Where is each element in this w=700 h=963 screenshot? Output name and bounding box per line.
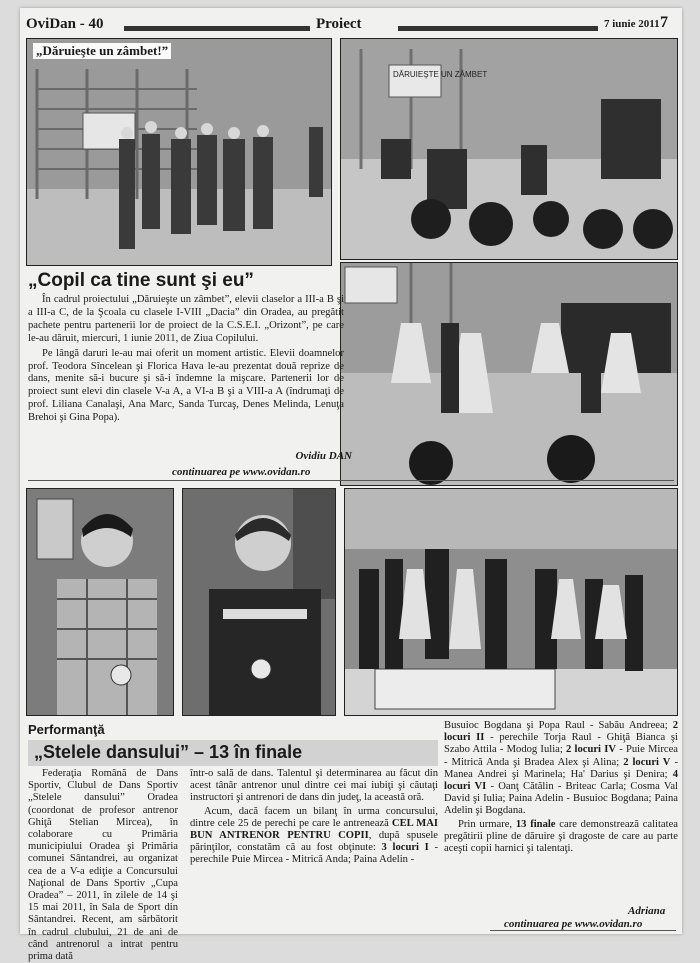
text-run: care demonstrează calitatea pregătirii pline de dăruire şi dragoste de care au parte aceşti copii harnici şi talentaţi. <box>444 818 678 855</box>
photo-children-dancing <box>340 262 678 486</box>
text-run: , după spusele părinţilor, constatăm că au fost obţinute: <box>190 830 438 854</box>
photo-boy-medal-1-image <box>27 489 173 715</box>
photo-podium <box>344 488 678 716</box>
article1-title: „Copil ca tine sunt şi eu” <box>28 270 254 291</box>
photo-dance-gym <box>340 38 678 260</box>
text-run-bold: CEL MAI BUN ANTRENOR PENTRU COPII <box>190 817 438 842</box>
publication-name: OviDan - 40 <box>26 16 104 32</box>
article2-col3-paragraph-2 <box>444 819 678 856</box>
photo-podium-image <box>345 489 677 715</box>
text-run: Acum, dacă facem un bilanţ în urma concursului, dintre cele 25 de perechi pe care le antrenează <box>190 805 438 829</box>
footer-rule <box>490 930 676 931</box>
text-run: Busuioc Bogdana şi Popa Raul - Sabău Andreea; <box>444 720 673 731</box>
banner-text: DĂRUIEŞTE UN ZÂMBET <box>393 70 488 79</box>
article1-paragraph-2: Pe lângă daruri le-au mai oferit un moment artistic. Elevii doamnelor prof. Teodora Sîncelean şi Florica Hava le-au prezentat două reprize de dans, menite să-i bucure şi să-i îndemne la mişcare. Partenerii lor de proiect sunt elevi din clasele V-a A, a VI-a B şi a VIII-a A (îndrumaţi de prof. Liliana Canalaşi, Ana Marc, Sanda Turcaş, Denes Melinda, Lenuţa Brehoi şi Gina Popa). <box>28 347 344 424</box>
article2-col2-paragraph-1: într-o sală de dans. Talentul şi determinarea au făcut din acest tânăr antrenor unul dintre cei mai iubiţi şi căutaţi instructori şi antrenori de dans din judeţ, la această oră. <box>190 768 438 804</box>
text-run-bold: 2 locuri V <box>623 756 671 768</box>
photo-teachers-image <box>27 39 331 265</box>
header-rule-left <box>124 26 310 31</box>
header-rule-right <box>398 26 598 31</box>
article1-paragraph-1: În cadrul proiectului „Dăruieşte un zâmbet”, elevii claselor a III-a B şi a III-a C, de la Şcoala cu clasele I-VIII „Dacia” din Oradea, au pregătit pachete pentru partenerii lor de proiect de la C.S.E.I. „Orizont”, pe care le-au dăruit, miercuri, 1 iunie 2011, de Ziua Copilului. <box>28 294 344 344</box>
article2-author: Adriana <box>628 905 666 917</box>
text-run-bold: 2 locuri II <box>444 720 678 744</box>
article2-column-2 <box>190 768 438 867</box>
article1-author: Ovidiu DAN <box>295 450 352 462</box>
article2-col1-paragraph: Federaţia Română de Dans Sportiv, Clubul de Dans Sportiv „Stelele dansului” Oradea (coordonat de profesor antrenor Ghiţă Stelian Mircea), în colaborare cu Primăria municipiului Oradea şi Primăria comunei Sântandrei, au organizat cea de a V-a ediţie a Concursului Naţional de Dans Sportiv „Cupa Oradea” – 2011, în zilele de 14 şi 15 mai 2011, în Sala de Sport din Sântandrei. Recent, am sărbătorit în cadrul clubului, 21 de ani de când antrenorul a intrat pentru prima dată <box>28 768 178 963</box>
text-run-bold: 3 locuri I <box>381 842 429 854</box>
article2-title: „Stelele dansului” – 13 în finale <box>34 742 303 762</box>
page-number: 7 <box>660 14 668 31</box>
text-run: - perechile Puie Mircea - Mitrică Anda; Paina Adelin - <box>190 842 438 866</box>
section-name: Proiect <box>316 16 362 32</box>
photo-boy-medal-2-image <box>183 489 335 715</box>
article2-column-3 <box>444 720 678 855</box>
article1-continuation-link[interactable]: continuarea pe www.ovidan.ro <box>172 466 311 478</box>
photo-children-dancing-image <box>341 263 677 485</box>
text-run-bold: 13 finale <box>515 818 556 830</box>
text-run: - Manea Andrei şi Marinela; Ha' Darius şi Denira; <box>444 756 678 780</box>
photo-caption: „Dăruieşte un zâmbet!” <box>33 43 171 59</box>
article2-col3-paragraph-1 <box>444 720 678 818</box>
photo-teachers-group <box>26 38 332 266</box>
text-run-bold: 4 locuri VI <box>444 768 678 793</box>
text-run-bold: 2 locuri IV <box>566 744 616 756</box>
text-run: Prin urmare, <box>458 818 516 830</box>
article2-continuation-link[interactable]: continuarea pe www.ovidan.ro <box>504 918 643 930</box>
photo-boy-medal-2 <box>182 488 336 716</box>
photo-boy-medal-1 <box>26 488 174 716</box>
text-run: - Puie Mircea - Mitrică Anda şi Bradea Alex şi Alina; <box>444 744 678 768</box>
newspaper-page <box>20 8 682 963</box>
article1-body <box>28 294 344 425</box>
text-run: - Oanţ Cătălin - Briteac Carla; Cosma Val David şi Iulia; Paina Adelin - Busuioc Bogdana; Paina Adelin şi Bogdana. <box>444 781 678 817</box>
text-run: - perechile Torja Raul - Ghiţă Bianca şi Szabo Attila - Modog Iulia; <box>444 732 679 756</box>
photo-dance-gym-image <box>341 39 677 259</box>
article2-section-label: Performanţă <box>28 722 105 737</box>
article2-column-1 <box>28 768 178 963</box>
section-divider <box>28 480 674 481</box>
issue-date: 7 iunie 2011 <box>604 18 660 30</box>
page-header <box>26 14 676 34</box>
article2-col2-paragraph-2 <box>190 806 438 867</box>
